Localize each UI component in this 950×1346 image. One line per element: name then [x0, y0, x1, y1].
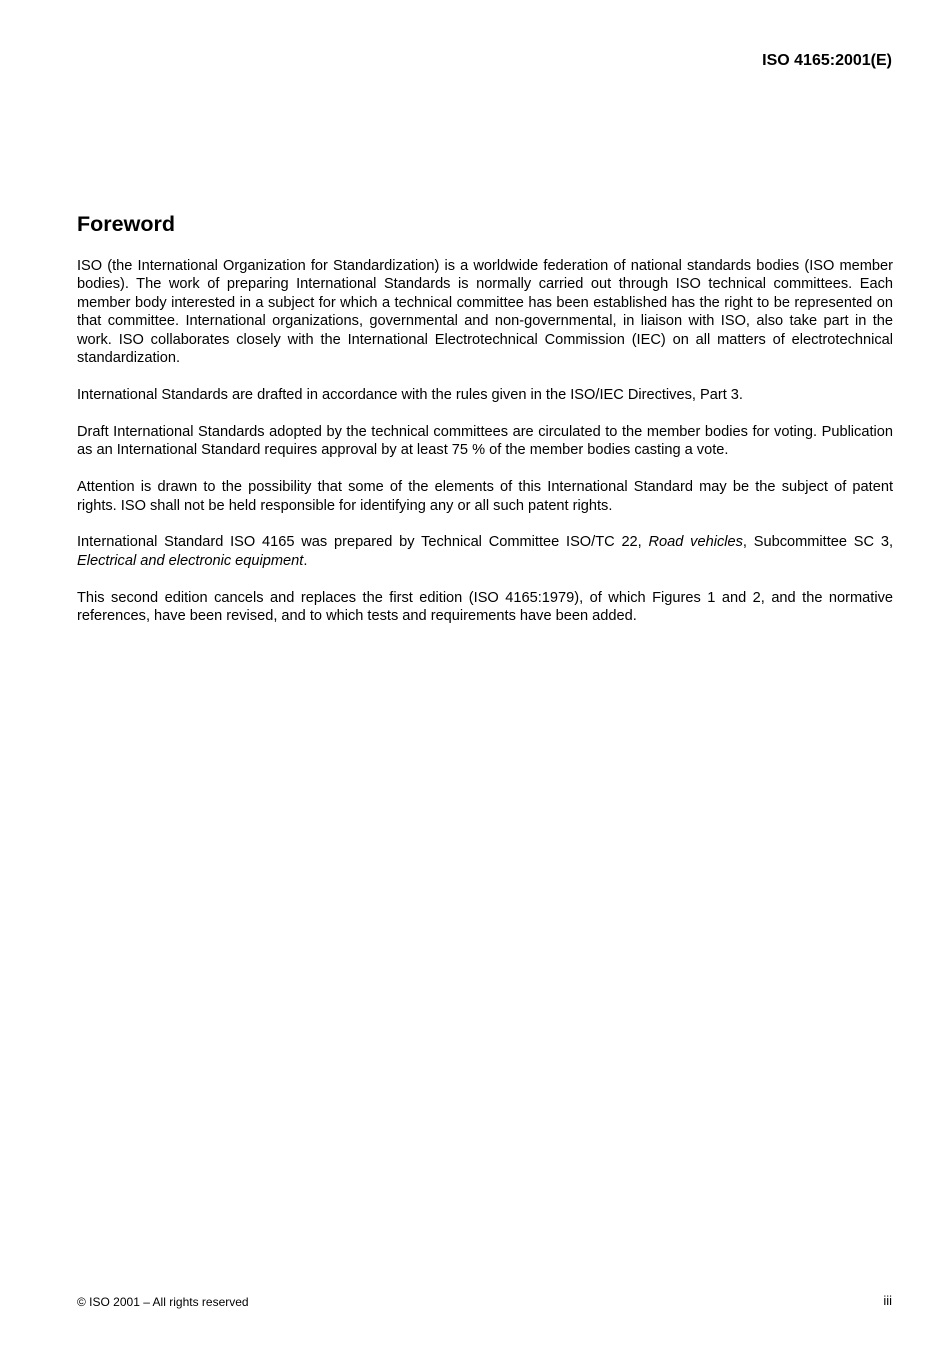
paragraph-voting: Draft International Standards adopted by the technical committees are circulated to the member bodies for voting. Publication as an International Standard requires approval by at least 75 % of the member bodies casting a vote.: [77, 423, 893, 459]
foreword-body: [77, 257, 893, 644]
committee-name: Road vehicles: [648, 534, 743, 551]
document-id: ISO 4165:2001(E): [762, 52, 892, 69]
committee-text-3: .: [303, 552, 308, 569]
copyright-notice: © ISO 2001 – All rights reserved: [77, 1295, 249, 1309]
subcommittee-name: Electrical and electronic equipment: [77, 552, 304, 569]
paragraph-edition: This second edition cancels and replaces the first edition (ISO 4165:1979), of which Figures 1 and 2, and the normative references, have been revised, and to which tests and requirements have been added.: [77, 589, 893, 625]
page-title: Foreword: [77, 212, 175, 236]
paragraph-directives: International Standards are drafted in accordance with the rules given in the ISO/IEC Directives, Part 3.: [77, 386, 743, 403]
committee-text-1: International Standard ISO 4165 was prepared by Technical Committee ISO/TC 22,: [77, 534, 649, 551]
committee-text-2: , Subcommittee SC 3,: [742, 534, 893, 551]
page-number: iii: [883, 1293, 892, 1308]
paragraph-patent-rights: Attention is drawn to the possibility that some of the elements of this International Standard may be the subject of patent rights. ISO shall not be held responsible for identifying any or all such patent rights.: [77, 479, 893, 514]
paragraph-iso-intro: ISO (the International Organization for Standardization) is a worldwide federation of national standards bodies (ISO member bodies). The work of preparing International Standards is normally carried out through ISO technical committees. Each member body interested in a subject for which a technical committee has been established has the right to be represented on that committee. International organizations, governmental and non-governmental, in liaison with ISO, also take part in the work. ISO collaborates closely with the International Electrotechnical Commission (IEC) on all matters of electrotechnical standardization.: [77, 258, 893, 367]
paragraph-committee: [77, 533, 893, 570]
